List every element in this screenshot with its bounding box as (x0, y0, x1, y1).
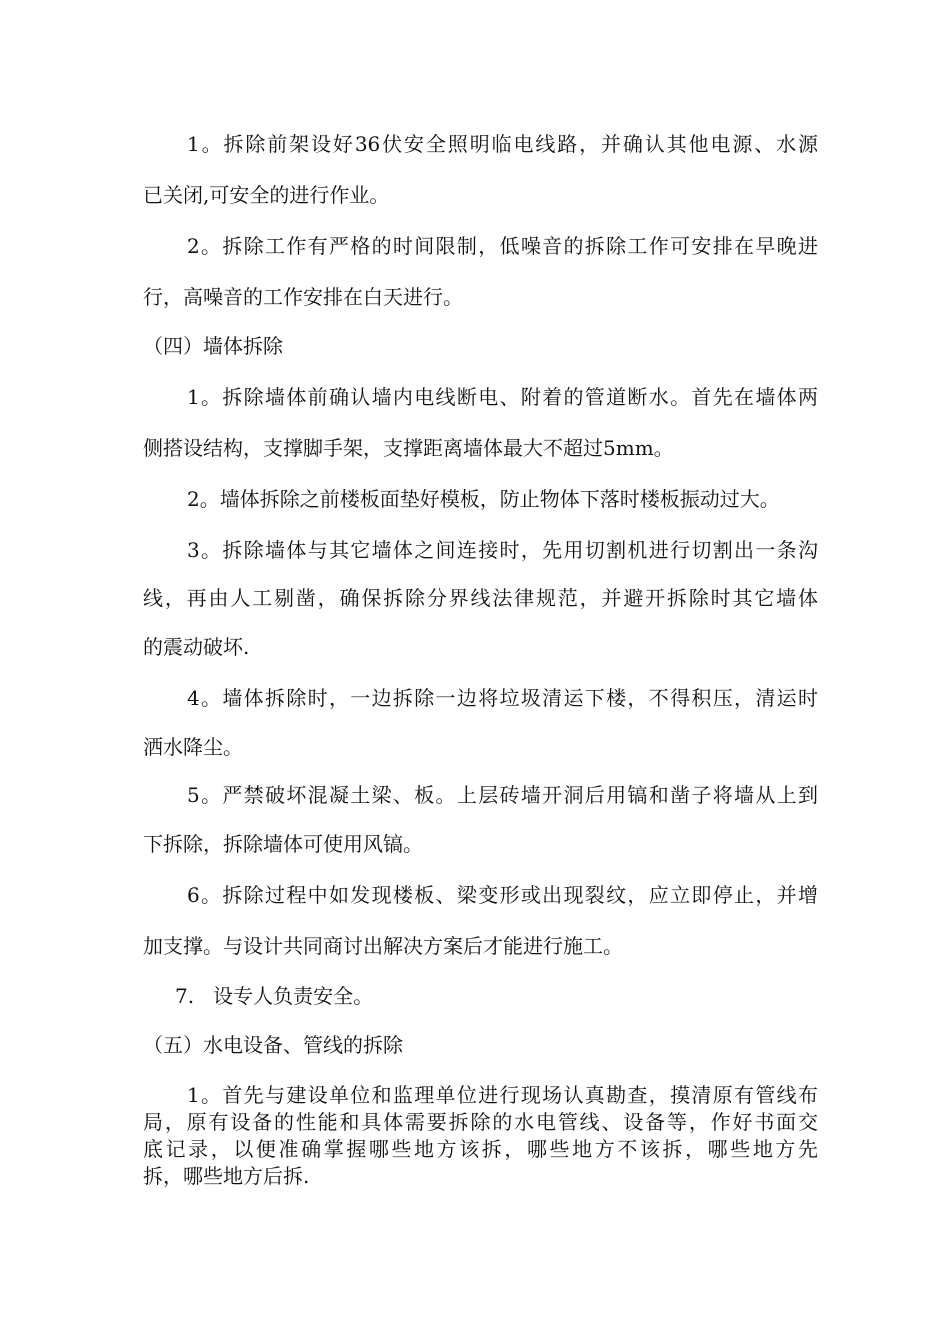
paragraph-10-line-1: 1。首先与建设单位和监理单位进行现场认真勘查，摸清原有管线布 (187, 1083, 818, 1107)
paragraph-9-line-1: 7. 设专人负责安全。 (175, 984, 374, 1008)
paragraph-8-line-2: 加支撑。与设计共同商讨出解决方案后才能进行施工。 (143, 934, 623, 958)
section-heading-5: （五）水电设备、管线的拆除 (143, 1033, 403, 1057)
paragraph-5-line-2: 线，再由人工剔凿，确保拆除分界线法律规范，并避开拆除时其它墙体 (143, 586, 818, 610)
paragraph-2-line-1: 2。拆除工作有严格的时间限制，低噪音的拆除工作可安排在早晚进 (187, 234, 818, 258)
paragraph-6-line-1: 4。墙体拆除时，一边拆除一边将垃圾清运下楼，不得积压，清运时 (187, 686, 818, 710)
paragraph-3-line-2: 侧搭设结构，支撑脚手架，支撑距离墙体最大不超过5mm。 (143, 436, 674, 460)
paragraph-3-line-1: 1。拆除墙体前确认墙内电线断电、附着的管道断水。首先在墙体两 (187, 385, 818, 409)
paragraph-5-line-3: 的震动破坏. (143, 635, 250, 659)
section-heading-4: （四）墙体拆除 (143, 334, 283, 358)
paragraph-6-line-2: 洒水降尘。 (143, 735, 243, 759)
paragraph-10-line-4: 拆，哪些地方后拆. (143, 1164, 310, 1188)
paragraph-4-line-1: 2。墙体拆除之前楼板面垫好模板，防止物体下落时楼板振动过大。 (187, 487, 780, 511)
paragraph-10-line-3: 底记录，以便准确掌握哪些地方该拆，哪些地方不该拆，哪些地方先 (143, 1137, 818, 1161)
paragraph-1-line-2: 已关闭,可安全的进行作业。 (143, 183, 390, 207)
paragraph-1-line-1: 1。拆除前架设好36伏安全照明临电线路，并确认其他电源、水源 (187, 132, 818, 156)
paragraph-7-line-1: 5。严禁破坏混凝土梁、板。上层砖墙开洞后用镐和凿子将墙从上到 (187, 783, 818, 807)
paragraph-2-line-2: 行，高噪音的工作安排在白天进行。 (143, 285, 463, 309)
paragraph-8-line-1: 6。拆除过程中如发现楼板、梁变形或出现裂纹，应立即停止，并增 (187, 883, 818, 907)
paragraph-7-line-2: 下拆除，拆除墙体可使用风镐。 (143, 832, 423, 856)
paragraph-10-line-2: 局，原有设备的性能和具体需要拆除的水电管线、设备等，作好书面交 (143, 1110, 818, 1134)
paragraph-5-line-1: 3。拆除墙体与其它墙体之间连接时，先用切割机进行切割出一条沟 (187, 538, 818, 562)
